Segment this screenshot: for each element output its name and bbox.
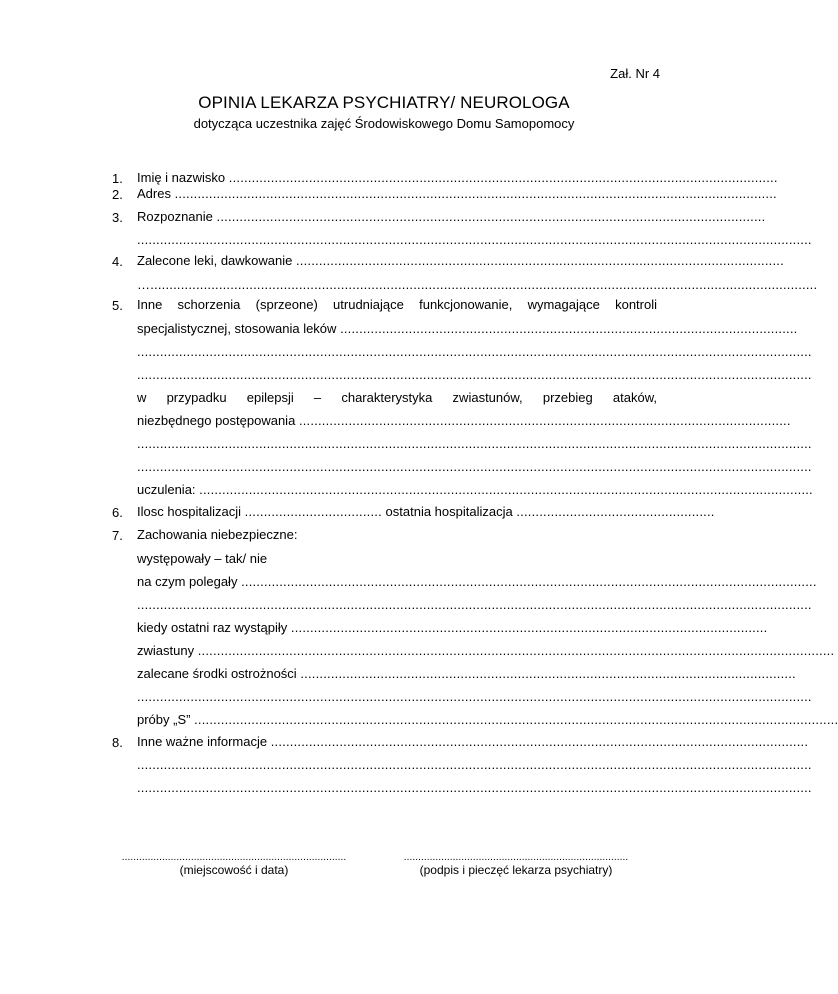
field-last-occurrence-label: kiedy ostatni raz wystąpiły — [137, 620, 288, 635]
field-precautions[interactable]: zalecane środki ostrożności .................................................................................................................................. — [137, 666, 796, 681]
signature-place-date-label: (miejscowość i data) — [179, 863, 289, 877]
field-other-conditions-cont-2[interactable]: ................................................................................................................................................................................. — [137, 367, 812, 382]
item-number-8: 8. — [112, 735, 123, 750]
field-precautions-cont[interactable]: ................................................................................................................................................................................. — [137, 689, 812, 704]
document-subtitle: dotycząca uczestnika zajęć Środowiskowego Domu Samopomocy — [193, 116, 575, 131]
occurred-yes-no[interactable]: występowały – tak/ nie — [137, 551, 268, 566]
field-medication-cont[interactable]: …............................................................................................................................................................................... — [137, 277, 818, 292]
field-last-hospitalization-label: ostatnia hospitalizacja — [385, 504, 513, 519]
field-precautions-label: zalecane środki ostrożności — [137, 666, 297, 681]
field-diagnosis-cont[interactable]: ................................................................................................................................................................................. — [137, 232, 812, 247]
dangerous-behaviour-heading: Zachowania niebezpieczne: — [137, 527, 298, 542]
item-number-1: 1. — [112, 171, 123, 186]
item-number-7: 7. — [112, 528, 123, 543]
attachment-number: Zał. Nr 4 — [610, 66, 660, 81]
signature-place-date[interactable]: .............................................................................. (miejscowość i data) — [118, 852, 350, 877]
field-epilepsy-label: niezbędnego postępowania — [137, 413, 296, 428]
item-number-6: 6. — [112, 505, 123, 520]
field-s-attempts[interactable]: próby „S” ......................................................................................................................................................................... — [137, 712, 838, 727]
field-s-attempts-label: próby „S” — [137, 712, 191, 727]
other-conditions-text: Inne schorzenia (sprzeone) utrudniające funkcjonowanie, wymagające kontroli — [137, 297, 657, 312]
field-medication-label: Zalecone leki, dawkowanie — [137, 253, 293, 268]
field-what-behaviour-cont[interactable]: ................................................................................................................................................................................. — [137, 597, 812, 612]
field-hospitalizations-label: Ilosc hospitalizacji — [137, 504, 242, 519]
field-other-info-cont-2[interactable]: ................................................................................................................................................................................. — [137, 780, 812, 795]
field-allergies-label: uczulenia: — [137, 482, 196, 497]
field-epilepsy-cont-1[interactable]: ................................................................................................................................................................................. — [137, 436, 812, 451]
field-warning-signs[interactable]: zwiastuny ....................................................................................................................................................................... — [137, 643, 835, 658]
document-title: OPINIA LEKARZA PSYCHIATRY/ NEUROLOGA — [198, 93, 570, 112]
field-other-info-cont-1[interactable]: ................................................................................................................................................................................. — [137, 757, 812, 772]
signature-doctor-label: (podpis i pieczęć lekarza psychiatry) — [419, 863, 613, 877]
epilepsy-text: w przypadku epilepsji – charakterystyka zwiastunów, przebieg ataków, — [137, 390, 657, 405]
field-other-conditions-label: specjalistycznej, stosowania leków — [137, 321, 337, 336]
field-what-behaviour[interactable]: na czym polegały ....................................................................................................................................................... — [137, 574, 817, 589]
item-number-2: 2. — [112, 187, 123, 202]
field-other-conditions-cont-1[interactable]: ................................................................................................................................................................................. — [137, 344, 812, 359]
field-name-label: Imię i nazwisko — [137, 170, 226, 185]
field-warning-signs-label: zwiastuny — [137, 643, 195, 658]
item-number-5: 5. — [112, 298, 123, 313]
field-what-behaviour-label: na czym polegały — [137, 574, 238, 589]
field-diagnosis-label: Rozpoznanie — [137, 209, 213, 224]
field-address[interactable]: Adres .............................................................................................................................................................. — [137, 186, 777, 201]
field-diagnosis[interactable]: Rozpoznanie ................................................................................................................................................ — [137, 209, 766, 224]
field-other-info[interactable]: Inne ważne informacje ............................................................................................................................................. — [137, 734, 809, 749]
field-hospitalizations[interactable]: Ilosc hospitalizacji .................................... ostatnia hospitalizacja .................................................... — [137, 504, 715, 519]
field-epilepsy-cont-2[interactable]: ................................................................................................................................................................................. — [137, 459, 812, 474]
signature-doctor[interactable]: .............................................................................. (podpis i pieczęć lekarza psychiatry) — [398, 852, 634, 877]
field-allergies[interactable]: uczulenia: ................................................................................................................................................................. — [137, 482, 813, 497]
item-number-3: 3. — [112, 210, 123, 225]
field-name[interactable]: Imię i nazwisko ................................................................................................................................................ — [137, 170, 778, 185]
field-address-label: Adres — [137, 186, 171, 201]
field-last-occurrence[interactable]: kiedy ostatni raz wystąpiły ............................................................................................................................. — [137, 620, 768, 635]
field-other-info-label: Inne ważne informacje — [137, 734, 268, 749]
field-other-conditions[interactable]: specjalistycznej, stosowania leków ........................................................................................................................ — [137, 321, 798, 336]
field-epilepsy[interactable]: niezbędnego postępowania ................................................................................................................................. — [137, 413, 791, 428]
item-number-4: 4. — [112, 254, 123, 269]
field-medication[interactable]: Zalecone leki, dawkowanie ................................................................................................................................ — [137, 253, 784, 268]
